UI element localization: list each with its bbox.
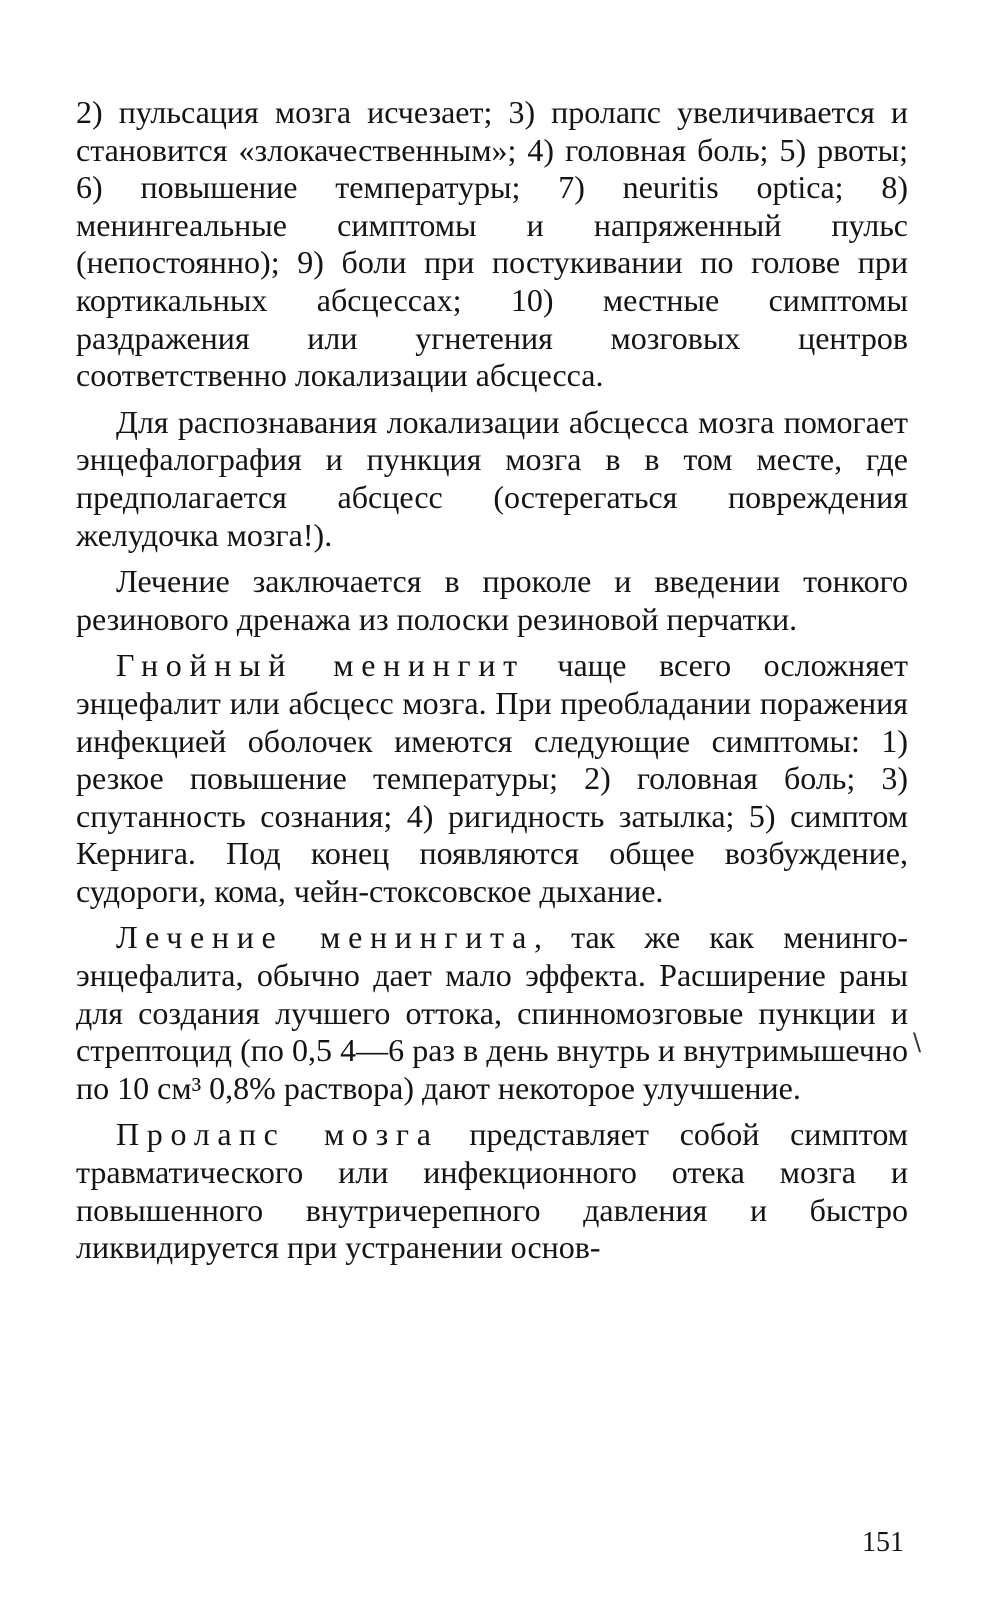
section-lead-term: Гнойный менингит xyxy=(116,647,525,684)
section-lead-term: Пролапс мозга xyxy=(116,1116,439,1153)
paragraph-text: представляет собой симптом травматического или инфекционного отека мозга и повышенного внутричерепного давления и быстро ликвидируется при устранении основ- xyxy=(76,1116,908,1266)
paragraph-meningitis-treatment xyxy=(76,919,908,1107)
stray-print-mark: \ xyxy=(913,1028,922,1056)
paragraph-text: чаще всего осложняет энцефалит или абсцесс мозга. При преобладании поражения инфекцией оболочек имеются следующие симптомы: 1) резкое повышение температуры; 2) головная боль; 3) спутанность сознания; 4) ригидность затылка; 5) симптом Кернига. Под конец появляются общее возбуждение, судороги, кома, чейн-стоксовское дыхание. xyxy=(76,647,908,909)
page-number: 151 xyxy=(862,1527,904,1558)
book-page xyxy=(76,94,908,1267)
paragraph-text: 2) пульсация мозга исчезает; 3) пролапс увеличивается и становится «злокачественным»; 4) головная боль; 5) рвоты; 6) повышение температуры; 7) neuritis optica; 8) менингеальные симптомы и напряженный пульс (непостоянно); 9) боли при постукивании по голове при кортикальных абсцессах; 10) местные симптомы раздражения или угнетения мозговых центров соответственно локализации абсцесса. xyxy=(76,94,908,394)
paragraph-brain-prolapse xyxy=(76,1116,908,1266)
section-lead-term: Лечение менингита xyxy=(116,919,534,956)
paragraph-abscess-diagnosis xyxy=(76,404,908,554)
paragraph-abscess-symptoms xyxy=(76,94,908,395)
paragraph-text: Лечение заключается в проколе и введении тонкого резинового дренажа из полоски резиновой перчатки. xyxy=(76,563,908,637)
paragraph-purulent-meningitis xyxy=(76,647,908,910)
paragraph-abscess-treatment xyxy=(76,563,908,638)
paragraph-text: Для распознавания локализации абсцесса мозга помогает энцефалография и пункция мозга в в том месте, где предполагается абсцесс (остерегаться повреждения желудочка мозга!). xyxy=(76,403,908,553)
paragraph-text: , так же как менинго-энцефалита, обычно дает мало эффекта. Расширение раны для создания лучшего оттока, спинномозговые пункции и стрептоцид (по 0,5 4—6 раз в день внутрь и внутримышечно по 10 см³ 0,8% раствора) дают некоторое улучшение. xyxy=(76,919,909,1106)
